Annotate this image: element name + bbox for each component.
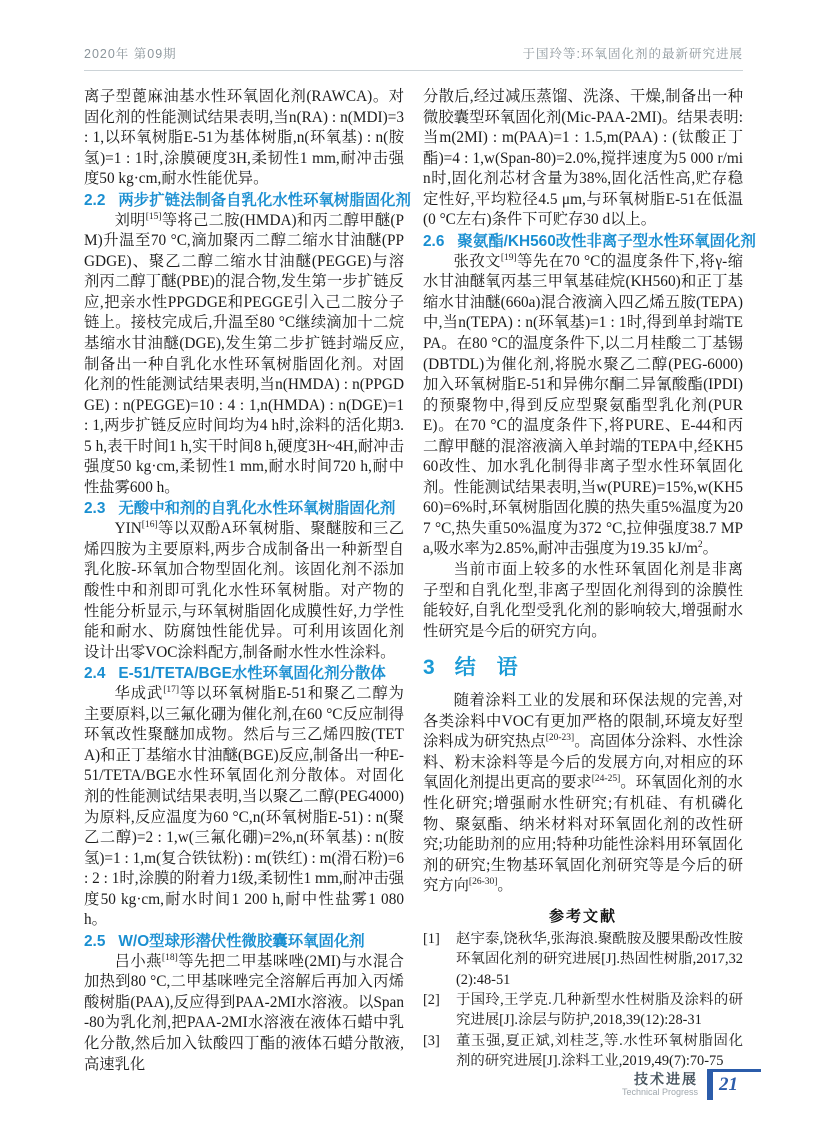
reference-label: [1] (423, 930, 440, 947)
section-title: E-51/TETA/BGE水性环氧固化剂分散体 (118, 665, 386, 683)
section-heading (84, 931, 404, 952)
section-title: 两步扩链法制备自乳化水性环氧树脂固化剂 (118, 191, 411, 209)
section-number: 2.3 (84, 500, 106, 518)
section-number: 2.6 (423, 232, 445, 250)
reference-text: 赵宇泰,饶秋华,张海浪.聚酰胺及腰果酚改性胺环氧固化剂的研究进展[J].热固性树脂,2017,32(2):48-51 (456, 930, 743, 988)
section-number: 2.2 (84, 191, 106, 209)
section-title: 聚氨酯/KH560改性非离子型水性环氧固化剂 (457, 232, 756, 250)
superscript: [15] (145, 211, 162, 222)
section-heading (423, 231, 756, 252)
superscript: [19] (500, 252, 517, 263)
footer-section-labels (622, 1072, 698, 1098)
paragraph: 当前市面上较多的水性环氧固化剂是非离子型和自乳化型,非离子型固化剂得到的涂膜性能较好,自乳化型受乳化剂的影响较大,增强耐水性研究是今后的研究方向。 (423, 561, 743, 640)
page-number: 21 (719, 1074, 738, 1095)
page-footer (622, 1069, 761, 1100)
superscript: [16] (141, 520, 158, 531)
reference-text: 董玉强,夏正斌,刘桂芝,等.水性环氧树脂固化剂的研究进展[J].涂料工业,2019,49(7):70-75 (456, 1032, 743, 1070)
paragraph: 吕小燕[18]等先把二甲基咪唑(2MI)与水混合加热到80 °C,二甲基咪唑完全溶解后再加入丙烯酸树脂(PAA),反应得到PAA-2MI水溶液。以Span-80为乳化剂,把PAA-2MI水溶液在液体石蜡中乳化分散,然后加入钛酸四丁酯的液体石蜡分散液,高速乳化 (84, 952, 404, 1073)
section-number: 3 (423, 656, 435, 680)
superscript: [20-23] (545, 733, 575, 744)
header-running-title: 于国玲等:环氧固化剂的最新研究进展 (522, 47, 743, 61)
section-title: 结 语 (454, 656, 518, 680)
footer-section-cn: 技术进展 (634, 1070, 698, 1087)
page-number-badge (707, 1069, 761, 1100)
section-number: 2.4 (84, 665, 106, 683)
section-heading (84, 663, 404, 684)
reference-item (423, 929, 743, 990)
reference-item (423, 1031, 743, 1072)
section-heading (84, 498, 404, 519)
reference-item (423, 990, 743, 1031)
superscript: [18] (161, 952, 178, 963)
page-header (84, 44, 743, 71)
superscript: [24-25] (591, 774, 621, 785)
paragraph: 分散后,经过减压蒸馏、洗涤、干燥,制备出一种微胶囊型环氧固化剂(Mic-PAA-2MI)。结果表明:当m(2MI) : m(PAA)=1 : 1.5,m(PAA) : (钛酸正丁酯)=4 : 1,w(Span-80)=2.0%,搅拌速度为5 000 r/min时,固化剂芯材含量为38%,固化活性高,贮存稳定性好,平均粒径4.5 μm,与环氧树脂E-51在低温(0 °C左右)条件下可贮存30 d以上。 (423, 88, 743, 229)
paragraph: 离子型蓖麻油基水性环氧固化剂(RAWCA)。对固化剂的性能测试结果表明,当n(RA) : n(MDI)=3 : 1,以环氧树脂E-51为基体树脂,n(环氧基) : n(胺氢)=1 : 1时,涂膜硬度3H,柔韧性1 mm,耐冲击强度50 kg·cm,耐水性能优异。 (84, 88, 404, 188)
reference-label: [3] (423, 1032, 440, 1049)
major-section-heading (423, 655, 743, 681)
section-title: W/O型球形潜伏性微胶囊环氧固化剂 (118, 932, 365, 950)
paragraph: 刘明[15]等将己二胺(HMDA)和丙二醇甲醚(PM)升温至70 °C,滴加聚丙二醇二缩水甘油醚(PPGDGE)、聚乙二醇二缩水甘油醚(PEGGE)与溶剂丙二醇丁醚(PBE)的混合物,发生第一步扩链反应,把亲水性PPGDGE和PEGGE引入己二胺分子链上。接枝完成后,升温至80 °C继续滴加十二烷基缩水甘油醚(DGE),发生第二步扩链封端反应,制备出一种自乳化水性环氧树脂固化剂。对固化剂的性能测试结果表明,当n(HMDA) : n(PPGDGE) : n(PEGGE)=10 : 4 : 1,n(HMDA) : n(DGE)=1 : 1,两步扩链反应时间均为4 h时,涂料的活化期3.5 h,表干时间1 h,实干时间8 h,硬度3H~4H,耐冲击强度50 kg·cm,柔韧性1 mm,耐水时间720 h,耐中性盐雾600 h。 (84, 211, 404, 496)
article-body (84, 87, 756, 1075)
superscript: [26-30] (468, 877, 498, 888)
article-column-left (84, 87, 411, 1075)
paragraph: YIN[16]等以双酚A环氧树脂、聚醚胺和三乙烯四胺为主要原料,两步合成制备出一种新型自乳化胺-环氧加合物型固化剂。该固化剂不添加酸性中和剂即可乳化水性环氧树脂。对产物的性能分析显示,与环氧树脂固化成膜性好,力学性能和耐水、防腐蚀性能优异。可利用该固化剂设计出零VOC涂料配方,制备耐水性水性涂料。 (84, 520, 404, 661)
footer-section-en: Technical Progress (621, 1086, 698, 1097)
reference-label: [2] (423, 991, 440, 1008)
article-column-right (423, 87, 756, 1075)
superscript: [17] (163, 685, 180, 696)
references-heading: 参考文献 (548, 907, 617, 925)
paragraph: 张孜文[19]等先在70 °C的温度条件下,将γ-缩水甘油醚氧丙基三甲氧基硅烷(KH560)和正丁基缩水甘油醚(660a)混合液滴入四乙烯五胺(TEPA)中,当n(TEPA) : n(环氧基)=1 : 1时,得到单封端TEPA。在80 °C的温度条件下,以二月桂酸二丁基锡(DBTDL)为催化剂,将脱水聚乙二醇(PEG-6000)加入环氧树脂E-51和异佛尔酮二异氰酸酯(IPDI)的预聚物中,得到反应型聚氨酯型乳化剂(PURE)。在70 °C的温度条件下,将PURE、E-44和丙二醇甲醚的混溶液滴入单封端的TEPA中,经KH560改性、加水乳化制得非离子型水性环氧固化剂。性能测试结果表明,当w(PURE)=15%,w(KH560)=6%时,环氧树脂固化膜的热失重5%温度为207 °C,热失重50%温度为372 °C,拉伸强度38.7 MPa,吸水率为2.85%,耐冲击强度为19.35 $kJ/m^2$。 (423, 252, 743, 558)
section-title: 无酸中和剂的自乳化水性环氧树脂固化剂 (118, 500, 396, 518)
section-heading (84, 190, 411, 211)
section-number: 2.5 (84, 932, 106, 950)
superscript: 2 (697, 540, 703, 551)
header-issue: 2020年 第09期 (84, 47, 177, 61)
reference-text: 于国玲,王学克.几种新型水性树脂及涂料的研究进展[J].涂层与防护,2018,39(12):28-31 (456, 991, 743, 1029)
paragraph: 随着涂料工业的发展和环保法规的完善,对各类涂料中VOC有更加严格的限制,环境友好型涂料成为研究热点[20-23]。高固体分涂料、水性涂料、粉末涂料等是今后的发展方向,对相应的环氧固化剂提出更高的要求[24-25]。环氧固化剂的水性化研究;增强耐水性研究;有机硅、有机磷化物、聚氨酯、纳米材料对环氧固化剂的改性研究;功能助剂的应用;特种功能性涂料用环氧固化剂的研究;生物基环氧固化剂研究等是今后的研究方向[26-30]。 (423, 692, 743, 895)
paragraph: 华成武[17]等以环氧树脂E-51和聚乙二醇为主要原料,以三氟化硼为催化剂,在60 °C反应制得环氧改性聚醚加成物。然后与三乙烯四胺(TETA)和正丁基缩水甘油醚(BGE)反应,制备出一种E-51/TETA/BGE水性环氧固化剂分散体。对固化剂的性能测试结果表明,当以聚乙二醇(PEG4000)为原料,反应温度为60 °C,n(环氧树脂E-51) : n(聚乙二醇)=2 : 1,w(三氟化硼)=2%,n(环氧基) : n(胺氢)=1 : 1,m(复合铁钛粉) : m(铁红) : m(滑石粉)=6 : 2 : 1时,涂膜的附着力1级,柔韧性1 mm,耐冲击强度50 kg·cm,耐水时间1 200 h,耐中性盐雾1 080 h。 (84, 685, 404, 929)
